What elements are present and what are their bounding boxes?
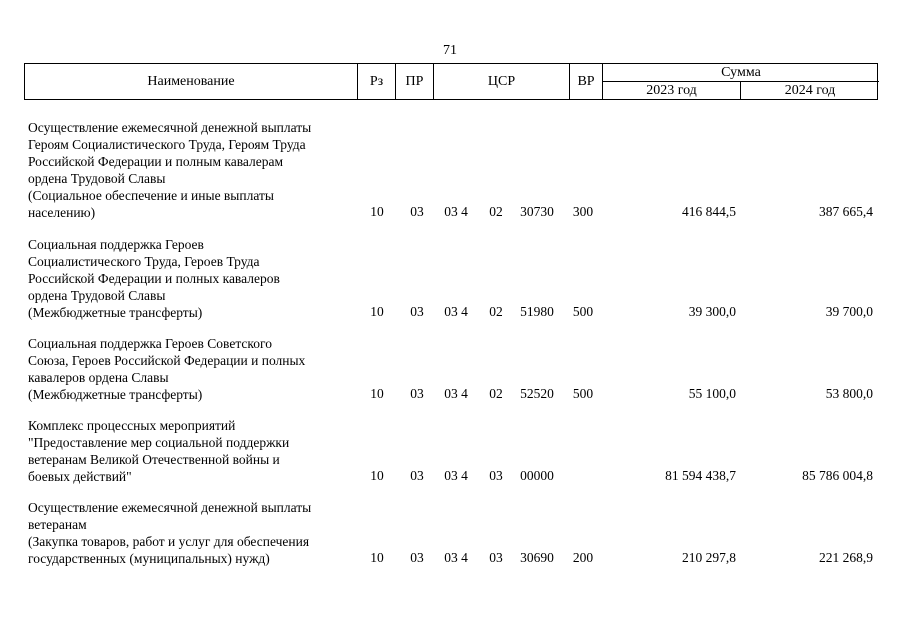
cell-csr-program: 03 4 bbox=[444, 386, 468, 401]
cell-csr-direction: 30690 bbox=[520, 550, 554, 565]
cell-vr: 500 bbox=[572, 304, 594, 319]
cell-sum-2023: 416 844,5 bbox=[682, 204, 736, 219]
row-name-line: (Закупка товаров, работ и услуг для обеспечения bbox=[28, 534, 310, 549]
cell-csr-program: 03 4 bbox=[444, 550, 468, 565]
header-pr: ПР bbox=[396, 64, 434, 99]
cell-rz: 10 bbox=[370, 204, 384, 219]
cell-sum-2024: 39 700,0 bbox=[825, 304, 873, 319]
cell-pr: 03 bbox=[410, 304, 424, 319]
cell-vr: 500 bbox=[572, 386, 594, 401]
row-name bbox=[28, 499, 368, 567]
cell-csr-program: 03 4 bbox=[444, 204, 468, 219]
cell-csr-subprogram: 03 bbox=[489, 550, 503, 565]
row-name-line: Социалистического Труда, Героев Труда bbox=[28, 254, 260, 269]
cell-csr-direction: 30730 bbox=[520, 204, 554, 219]
row-name-line: Осуществление ежемесячной денежной выплаты bbox=[28, 500, 312, 515]
header-csr: ЦСР bbox=[434, 64, 570, 99]
row-name-line: ордена Трудовой Славы bbox=[28, 288, 166, 303]
cell-rz: 10 bbox=[370, 468, 384, 483]
cell-csr-direction: 51980 bbox=[520, 304, 554, 319]
row-name-line: кавалеров ордена Славы bbox=[28, 370, 169, 385]
row-name-line: (Межбюджетные трансферты) bbox=[28, 387, 203, 402]
header-year-2023: 2023 год bbox=[603, 82, 741, 100]
cell-pr: 03 bbox=[410, 550, 424, 565]
cell-csr-subprogram: 02 bbox=[489, 304, 503, 319]
row-name-line: ордена Трудовой Славы bbox=[28, 171, 166, 186]
row-name-line: (Межбюджетные трансферты) bbox=[28, 305, 203, 320]
header-rz: Рз bbox=[358, 64, 396, 99]
page-number: 71 bbox=[443, 43, 457, 58]
row-name-line: Социальная поддержка Героев bbox=[28, 237, 204, 252]
table-header bbox=[24, 63, 878, 100]
cell-rz: 10 bbox=[370, 550, 384, 565]
header-name: Наименование bbox=[25, 64, 358, 99]
cell-csr-program: 03 4 bbox=[444, 304, 468, 319]
cell-csr-program: 03 4 bbox=[444, 468, 468, 483]
cell-rz: 10 bbox=[370, 304, 384, 319]
cell-pr: 03 bbox=[410, 204, 424, 219]
header-vr: ВР bbox=[570, 64, 603, 99]
row-name-line: ветеранам bbox=[28, 517, 87, 532]
cell-csr-direction: 00000 bbox=[520, 468, 554, 483]
row-name-line: "Предоставление мер социальной поддержки bbox=[28, 435, 290, 450]
cell-csr-subprogram: 03 bbox=[489, 468, 503, 483]
row-name-line: (Социальное обеспечение и иные выплаты bbox=[28, 188, 274, 203]
cell-sum-2024: 387 665,4 bbox=[819, 204, 873, 219]
cell-csr-subprogram: 02 bbox=[489, 386, 503, 401]
row-name-line: населению) bbox=[28, 205, 96, 220]
row-name bbox=[28, 119, 368, 221]
cell-pr: 03 bbox=[410, 386, 424, 401]
row-name bbox=[28, 335, 368, 403]
row-name-line: Российской Федерации и полным кавалерам bbox=[28, 154, 284, 169]
header-sum: Сумма bbox=[603, 64, 879, 82]
row-name bbox=[28, 417, 368, 485]
cell-sum-2023: 210 297,8 bbox=[682, 550, 736, 565]
cell-pr: 03 bbox=[410, 468, 424, 483]
row-name-line: Осуществление ежемесячной денежной выплаты bbox=[28, 120, 312, 135]
row-name-line: Героям Социалистического Труда, Героям Труда bbox=[28, 137, 306, 152]
cell-csr-direction: 52520 bbox=[520, 386, 554, 401]
cell-csr-subprogram: 02 bbox=[489, 204, 503, 219]
cell-sum-2023: 55 100,0 bbox=[688, 386, 736, 401]
cell-vr: 300 bbox=[572, 204, 594, 219]
cell-vr: 200 bbox=[572, 550, 594, 565]
row-name-line: государственных (муниципальных) нужд) bbox=[28, 551, 270, 566]
row-name-line: Российской Федерации и полных кавалеров bbox=[28, 271, 280, 286]
row-name bbox=[28, 236, 368, 321]
cell-sum-2024: 85 786 004,8 bbox=[802, 468, 873, 483]
cell-sum-2024: 53 800,0 bbox=[825, 386, 873, 401]
cell-sum-2024: 221 268,9 bbox=[819, 550, 873, 565]
row-name-line: Социальная поддержка Героев Советского bbox=[28, 336, 272, 351]
row-name-line: Комплекс процессных мероприятий bbox=[28, 418, 236, 433]
row-name-line: боевых действий" bbox=[28, 469, 132, 484]
row-name-line: ветеранам Великой Отечественной войны и bbox=[28, 452, 280, 467]
cell-sum-2023: 39 300,0 bbox=[688, 304, 736, 319]
cell-sum-2023: 81 594 438,7 bbox=[665, 468, 736, 483]
header-year-2024: 2024 год bbox=[784, 83, 836, 98]
cell-rz: 10 bbox=[370, 386, 384, 401]
row-name-line: Союза, Героев Российской Федерации и полных bbox=[28, 353, 306, 368]
